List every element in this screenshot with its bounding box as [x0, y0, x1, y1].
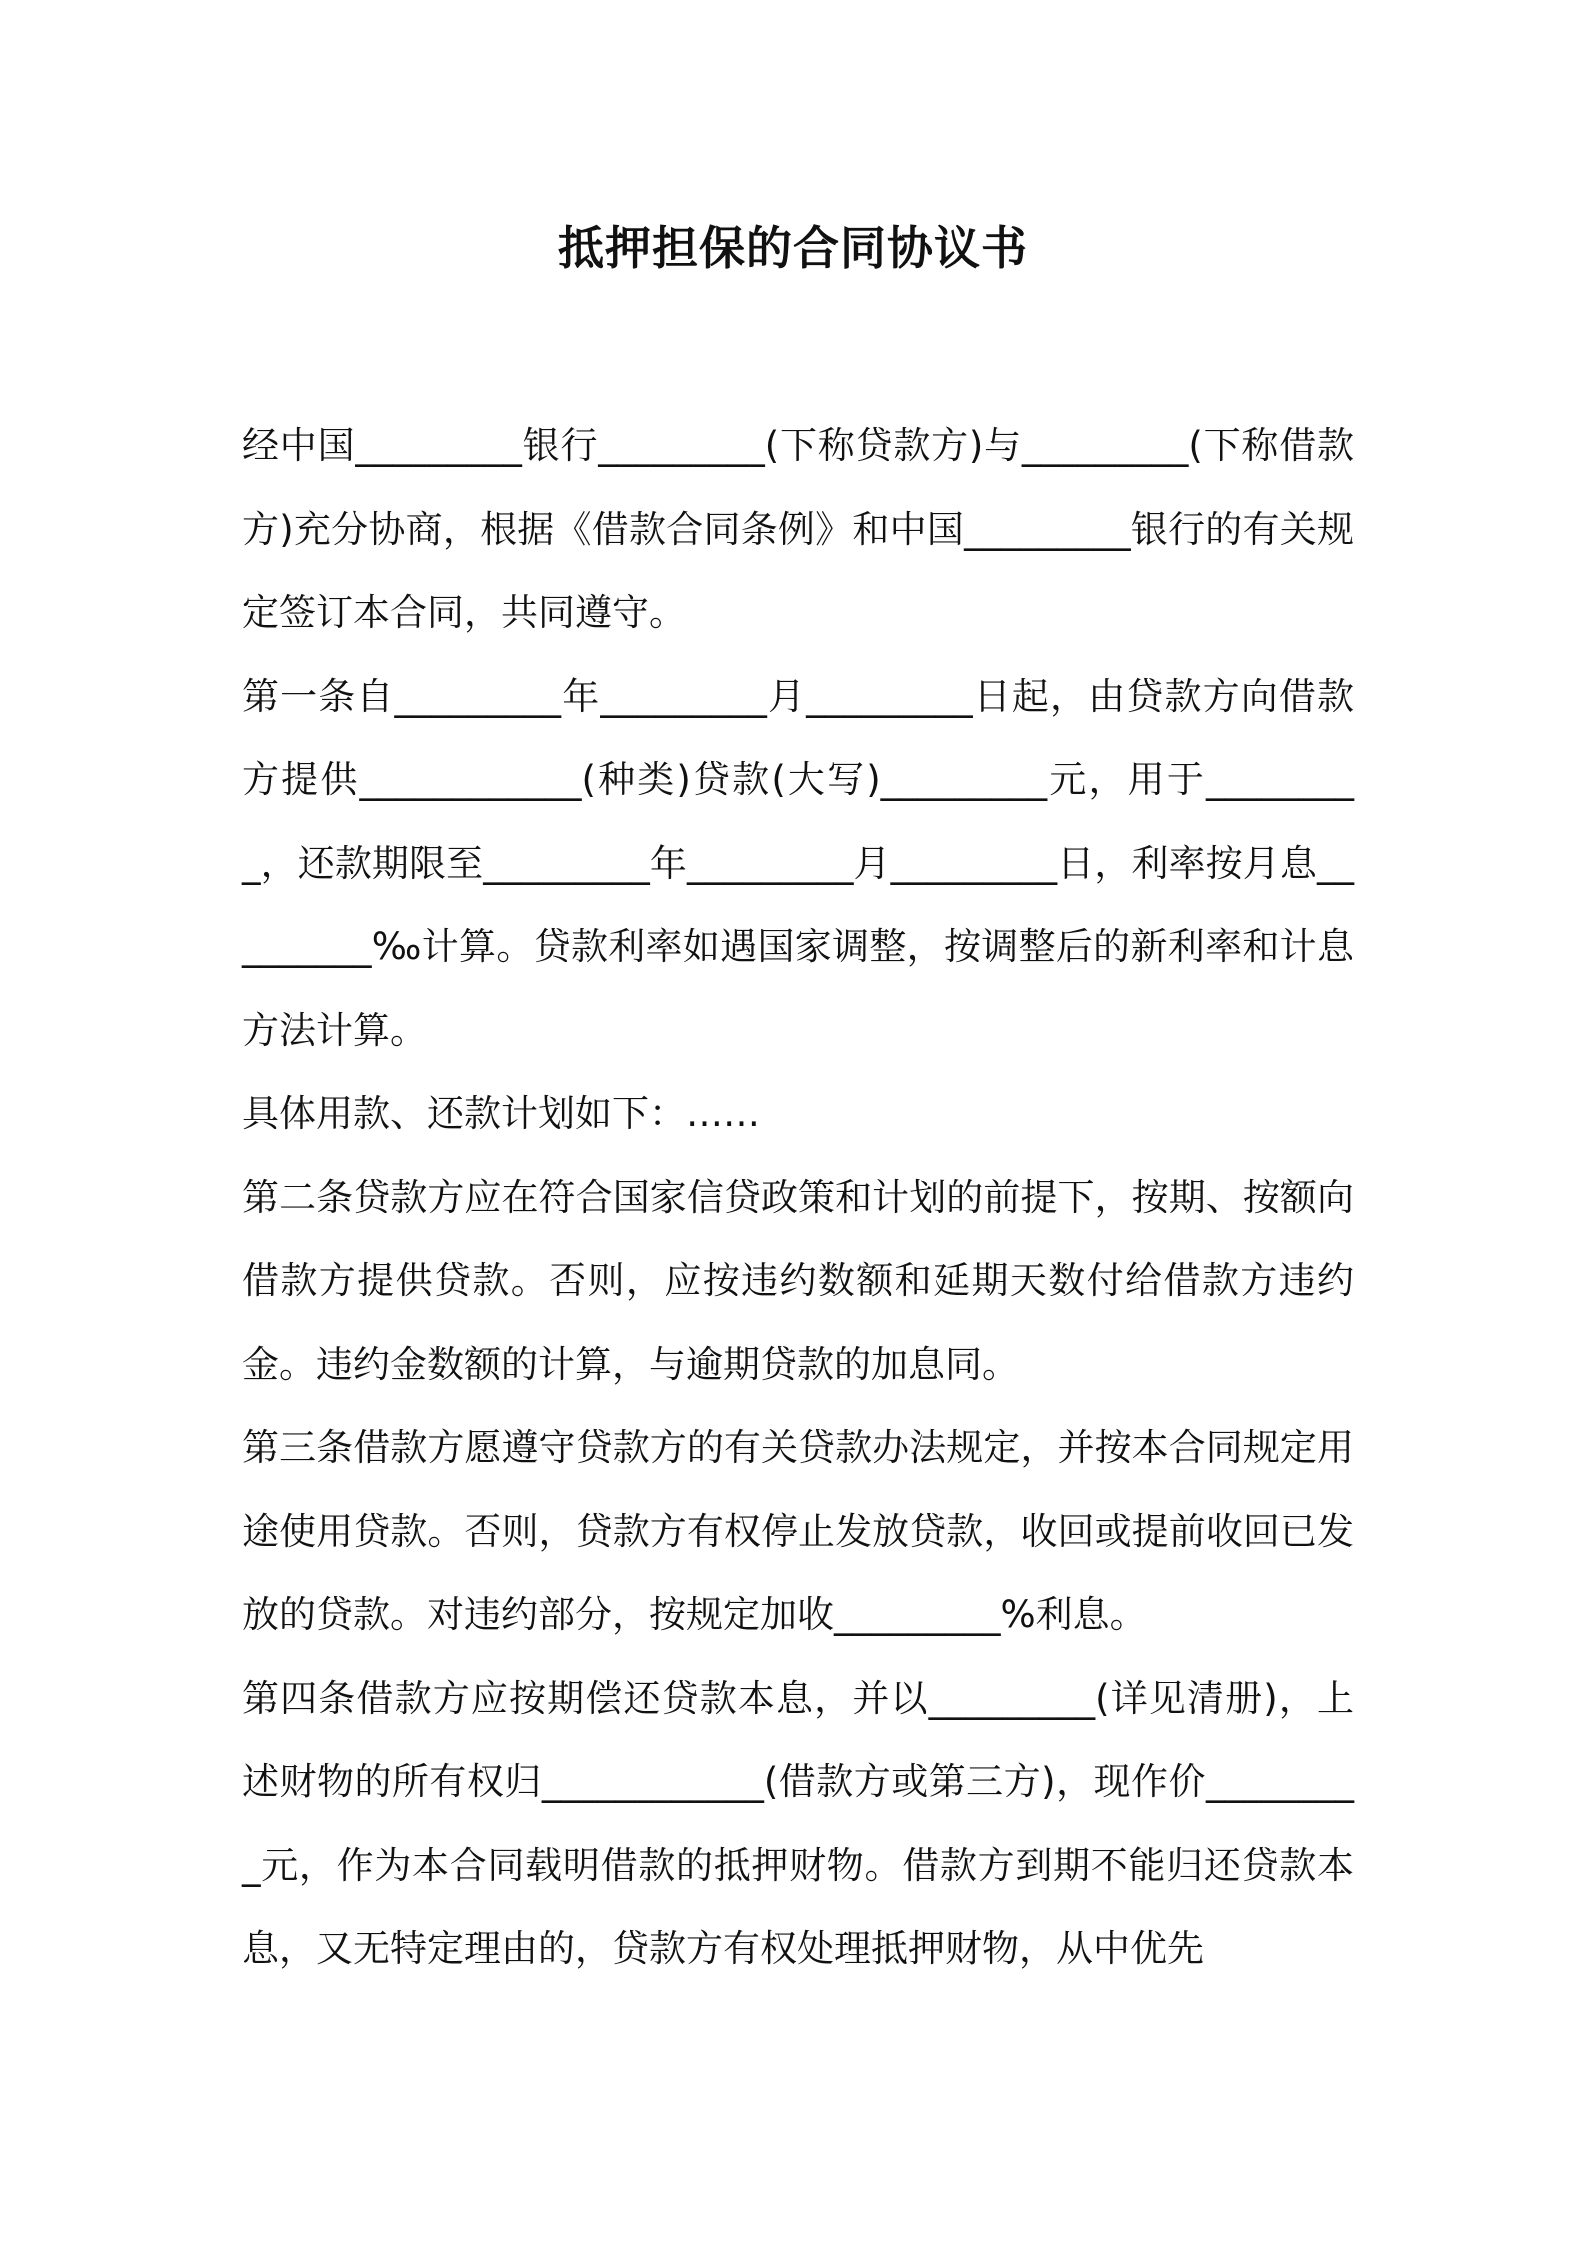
paragraph-article-2: 第二条贷款方应在符合国家信贷政策和计划的前提下，按期、按额向借款方提供贷款。否则，应按违约数额和延期天数付给借款方违约金。违约金数额的计算，与逾期贷款的加息同。: [242, 1175, 1354, 1386]
document-title: 抵押担保的合同协议书: [558, 221, 1028, 275]
document-body: [242, 404, 1354, 1991]
paragraph-article-4: 第四条借款方应按期偿还贷款本息，并以_________(详见清册)，上述财物的所有权归____________(借款方或第三方)，现作价_________元，作为本合同载明借款的抵押财物。借款方到期不能归还贷款本息，又无特定理由的，贷款方有权处理抵押财物，从中优先: [242, 1676, 1354, 1970]
paragraph-article-3: 第三条借款方愿遵守贷款方的有关贷款办法规定，并按本合同规定用途使用贷款。否则，贷款方有权停止发放贷款，收回或提前收回已发放的贷款。对违约部分，按规定加收_________%利息。: [242, 1426, 1354, 1636]
paragraph-repayment-plan: 具体用款、还款计划如下：……: [242, 1092, 760, 1135]
paragraph-article-1: 第一条自_________年_________月_________日起，由贷款方向借款方提供____________(种类)贷款(大写)_________元，用于_________，还款期限至_________年_________月_________日，利率按月息_________‰计算。贷款利率如遇国家调整，按调整后的新利率和计息方法计算。: [242, 674, 1354, 1052]
paragraph-preamble: 经中国_________银行_________(下称贷款方)与_________(下称借款方)充分协商，根据《借款合同条例》和中国_________银行的有关规定签订本合同，共同遵守。: [242, 424, 1354, 634]
